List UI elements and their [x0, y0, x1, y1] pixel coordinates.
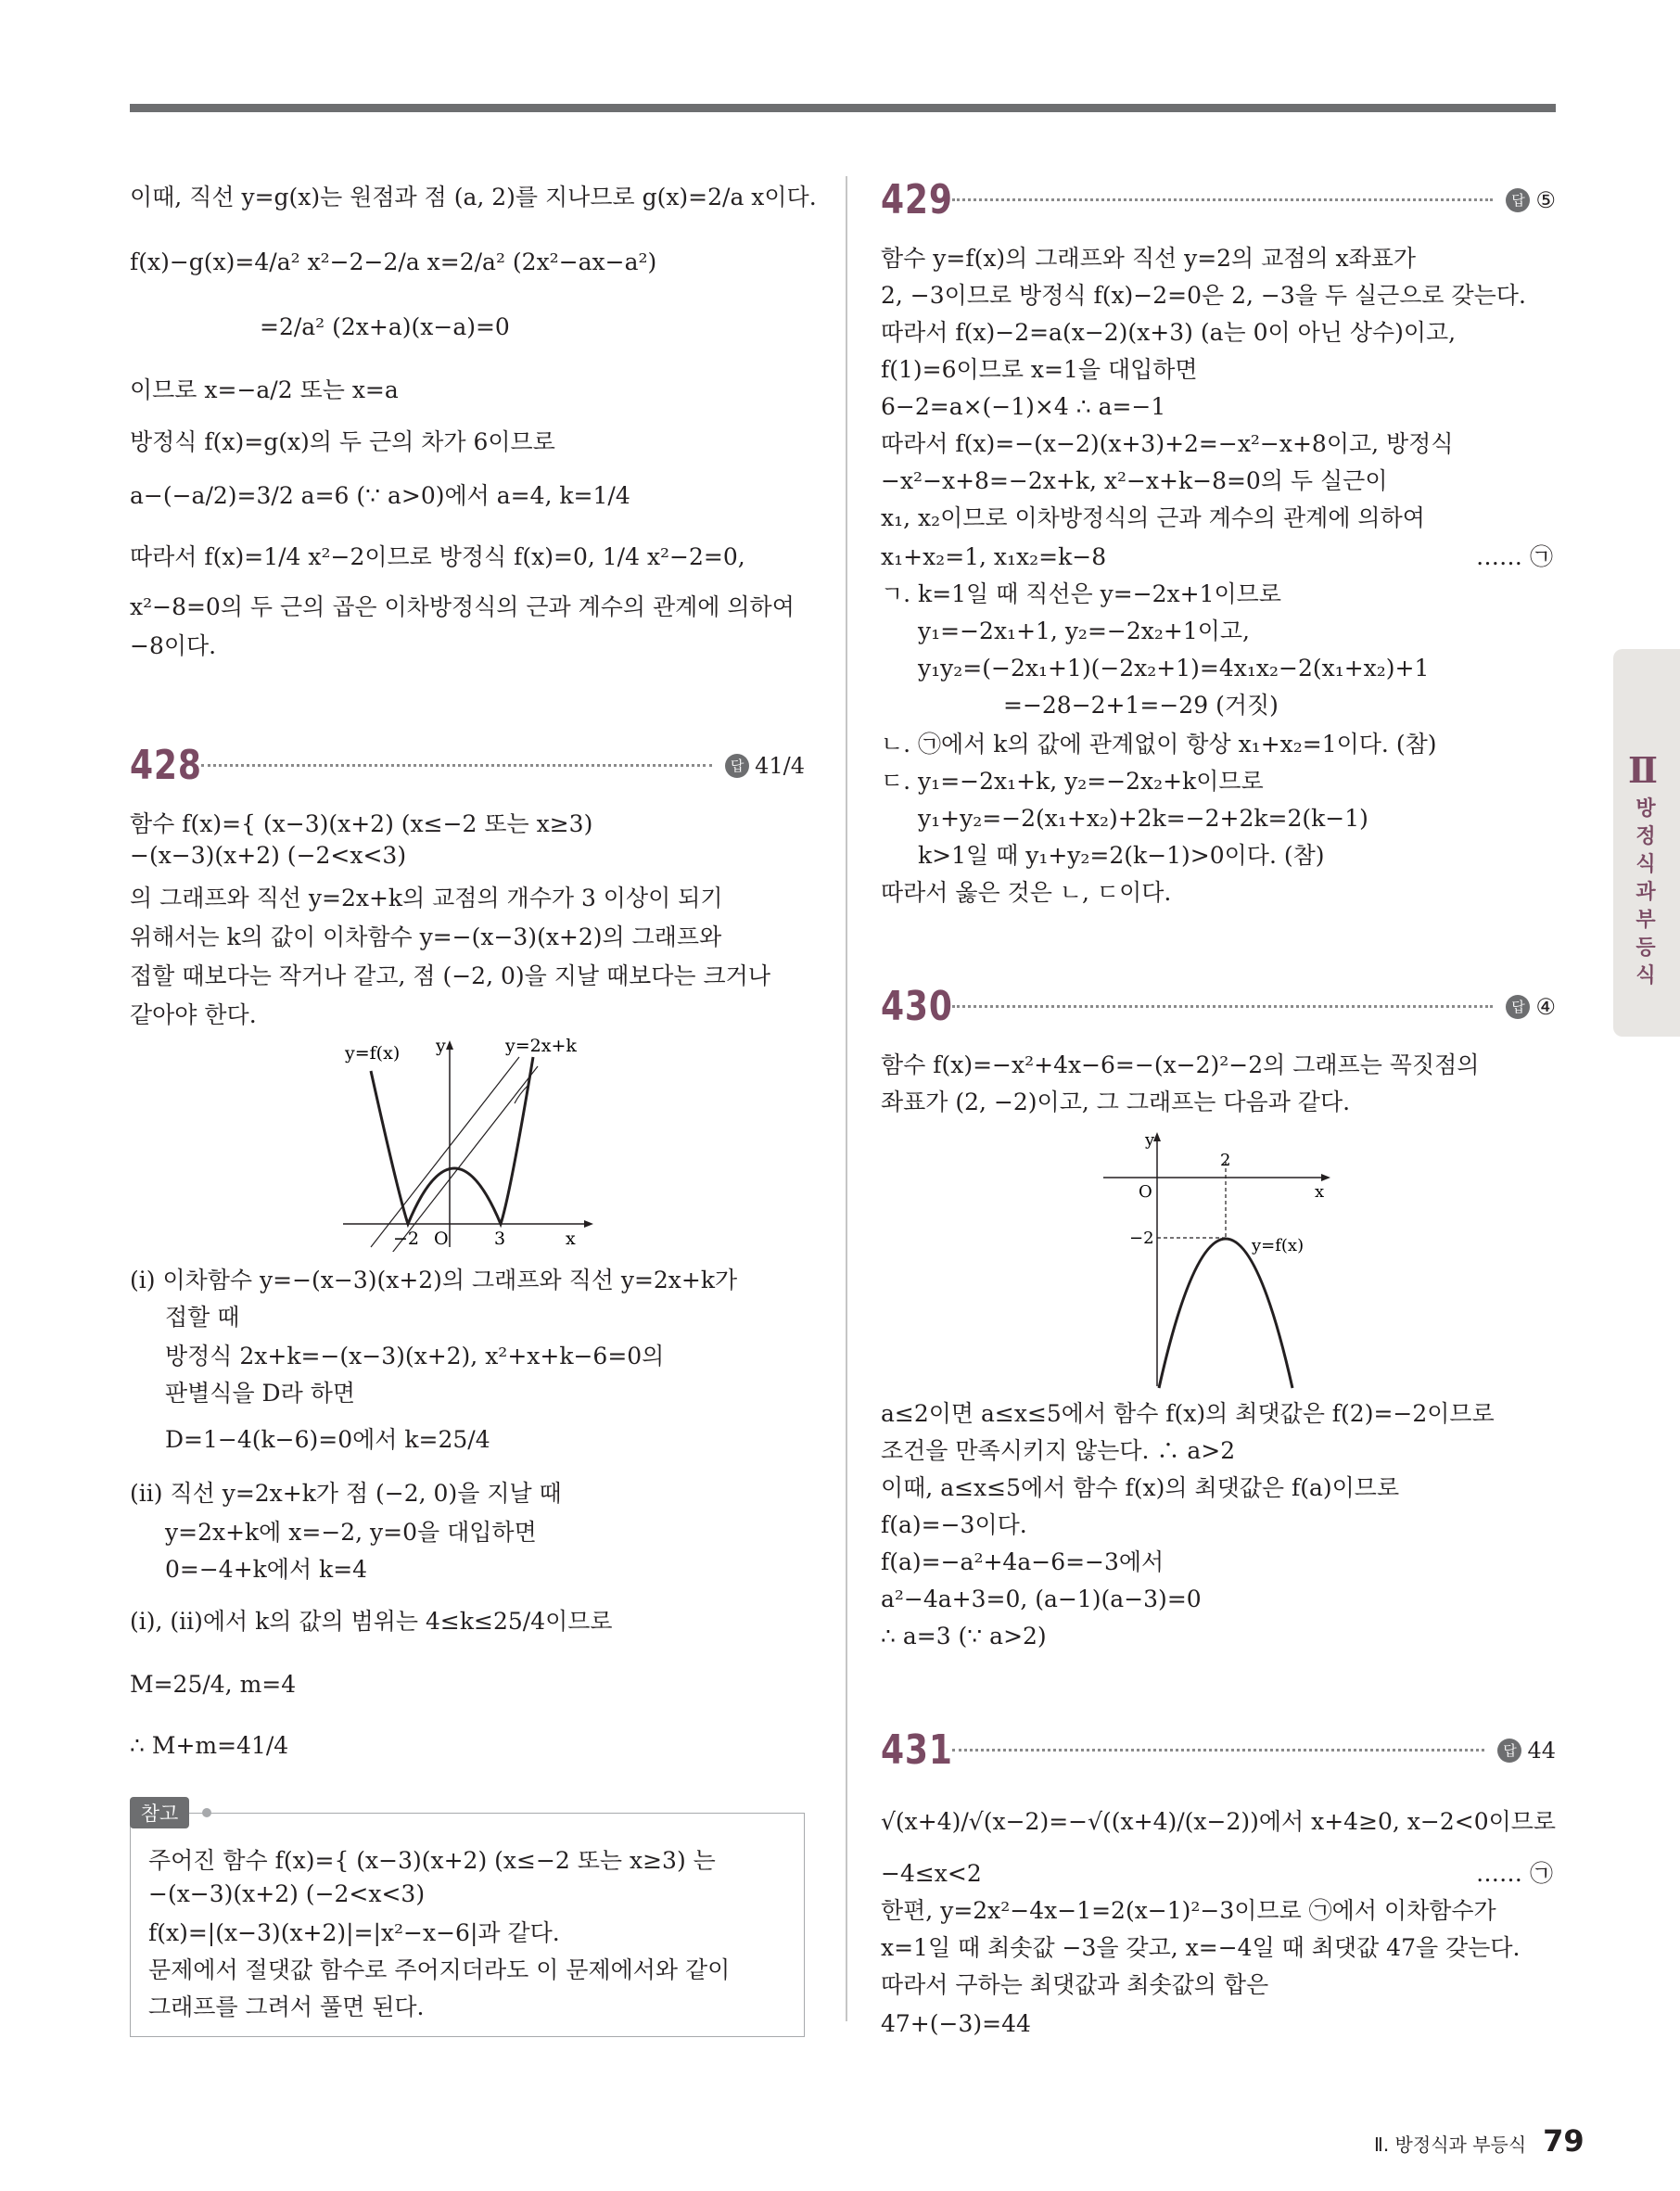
- text-line: 좌표가 (2, −2)이고, 그 그래프는 다음과 같다.: [881, 1089, 1351, 1115]
- page-number: 79: [1543, 2123, 1585, 2159]
- tick-2: 2: [1220, 1151, 1231, 1170]
- x-axis-arrow-icon: [1321, 1174, 1330, 1181]
- text-line: ㄱ. k=1일 때 직선은 y=−2x+1이므로: [881, 580, 1281, 607]
- note-line: 그래프를 그려서 풀면 된다.: [148, 1994, 425, 2020]
- text-line: M=25/4, m=4: [130, 1671, 297, 1698]
- note-line: 문제에서 절댓값 함수로 주어지더라도 이 문제에서와 같이: [148, 1956, 731, 1983]
- text-line: 방정식 2x+k=−(x−3)(x+2), x²+x+k−6=0의: [165, 1343, 665, 1369]
- note-line: f(x)=|(x−3)(x+2)|=|x²−x−6|과 같다.: [148, 1919, 560, 1946]
- tick-neg2: −2: [393, 1229, 420, 1249]
- leader-dots: [952, 1749, 1485, 1752]
- text-line: x₁, x₂이므로 이차방정식의 근과 계수의 관계에 의하여: [881, 504, 1425, 531]
- answer-badge-icon: 답: [1506, 995, 1530, 1019]
- problem-number: 430: [881, 983, 953, 1030]
- text-line: 판별식을 D라 하면: [165, 1380, 355, 1407]
- column-divider: [846, 176, 847, 2021]
- text-line: y₁=−2x₁+1, y₂=−2x₂+1이고,: [918, 618, 1250, 644]
- answer-badge-icon: 답: [1497, 1739, 1521, 1763]
- label-y-axis: y: [436, 1036, 446, 1056]
- problem-428-header: [130, 742, 805, 789]
- text-line: 함수 y=f(x)의 그래프와 직선 y=2의 교점의 x좌표가: [881, 245, 1417, 272]
- label-f: y=f(x): [345, 1043, 401, 1064]
- text-line: 이때, 직선 y=g(x)는 원점과 점 (a, 2)를 지나므로 g(x)=2/a x이다.: [130, 184, 817, 210]
- text-line: a²−4a+3=0, (a−1)(a−3)=0: [881, 1586, 1202, 1612]
- answer: [1497, 1738, 1556, 1764]
- text-line: f(x)−g(x)=4/a² x²−2−2/a x=2/a² (2x²−ax−a²): [130, 248, 657, 275]
- answer-value: 41/4: [755, 752, 805, 779]
- text-line: x²−8=0의 두 근의 곱은 이차방정식의 근과 계수의 관계에 의하여: [130, 593, 795, 620]
- text-line: f(a)=−a²+4a−6=−3에서: [881, 1548, 1165, 1575]
- chapter-side-tab: [1613, 649, 1680, 1037]
- page-footer: [1374, 2123, 1585, 2159]
- text-line: 위해서는 k의 값이 이차함수 y=−(x−3)(x+2)의 그래프와: [130, 924, 722, 950]
- text-line: =−28−2+1=−29 (거짓): [1003, 692, 1279, 719]
- text-line: (ⅱ) 직선 y=2x+k가 점 (−2, 0)을 지날 때: [130, 1480, 562, 1507]
- text-line: x₁+x₂=1, x₁x₂=k−8: [881, 543, 1107, 570]
- y-axis-arrow-icon: [446, 1040, 453, 1050]
- text-line: 따라서 옳은 것은 ㄴ, ㄷ이다.: [881, 879, 1172, 906]
- answer: [725, 753, 805, 779]
- text-line: ㄴ. ㉠에서 k의 값에 관계없이 항상 x₁+x₂=1이다. (참): [881, 731, 1437, 758]
- answer: [1506, 187, 1556, 213]
- label-origin: O: [434, 1229, 449, 1249]
- label-line: y=2x+k: [505, 1036, 577, 1056]
- problem-number: 428: [130, 742, 202, 789]
- text-line: 함수 f(x)=−x²+4x−6=−(x−2)²−2의 그래프는 꼭짓점의: [881, 1051, 1480, 1078]
- text-line: a≤2이면 a≤x≤5에서 함수 f(x)의 최댓값은 f(2)=−2이므로: [881, 1400, 1495, 1427]
- text-line: −4≤x<2: [881, 1860, 982, 1887]
- chapter-roman-numeral: Ⅱ: [1628, 749, 1659, 791]
- text-line: ∴ M+m=41/4: [130, 1732, 289, 1759]
- tick-3: 3: [494, 1229, 506, 1249]
- text-line: (ⅰ) 이차함수 y=−(x−3)(x+2)의 그래프와 직선 y=2x+k가: [130, 1267, 738, 1293]
- text-line: 47+(−3)=44: [881, 2010, 1031, 2037]
- text-line: −8이다.: [130, 632, 217, 659]
- leader-dots: [952, 198, 1494, 201]
- text-line: −(x−3)(x+2) (−2<x<3): [130, 842, 407, 869]
- answer-badge-icon: 답: [725, 754, 749, 778]
- text-line: 조건을 만족시키지 않는다. ∴ a>2: [881, 1437, 1236, 1464]
- answer: [1506, 994, 1556, 1020]
- text-line: 접할 때보다는 작거나 같고, 점 (−2, 0)을 지날 때보다는 크거나: [130, 962, 770, 989]
- text-line: 2, −3이므로 방정식 f(x)−2=0은 2, −3을 두 실근으로 갖는다.: [881, 282, 1526, 309]
- top-rule: [130, 104, 1556, 112]
- y-axis-arrow-icon: [1153, 1132, 1161, 1141]
- label-f: y=f(x): [1252, 1236, 1305, 1255]
- text-line: 이므로 x=−a/2 또는 x=a: [130, 376, 399, 403]
- leader-dots: [952, 1005, 1494, 1008]
- answer-badge-icon: 답: [1506, 188, 1530, 212]
- text-line: 이때, a≤x≤5에서 함수 f(x)의 최댓값은 f(a)이므로: [881, 1474, 1400, 1501]
- text-line: y₁+y₂=−2(x₁+x₂)+2k=−2+2k=2(k−1): [918, 805, 1368, 832]
- text-line: ㄷ. y₁=−2x₁+k, y₂=−2x₂+k이므로: [881, 768, 1264, 795]
- text-line: a−(−a/2)=3/2 a=6 (∵ a>0)에서 a=4, k=1/4: [130, 482, 630, 509]
- text-line: ∴ a=3 (∵ a>2): [881, 1623, 1047, 1650]
- text-line: D=1−4(k−6)=0에서 k=25/4: [165, 1426, 490, 1453]
- text-line: 따라서 f(x)−2=a(x−2)(x+3) (a는 0이 아닌 상수)이고,: [881, 319, 1457, 346]
- leader-dots: [201, 764, 712, 767]
- curve-f: [371, 1057, 533, 1224]
- text-line: 한편, y=2x²−4x−1=2(x−1)²−3이므로 ㉠에서 이차함수가: [881, 1897, 1496, 1924]
- text-line: 같아야 한다.: [130, 1001, 257, 1028]
- text-line: 따라서 f(x)=1/4 x²−2이므로 방정식 f(x)=0, 1/4 x²−2=0,: [130, 543, 745, 570]
- answer-value: ⑤: [1535, 186, 1556, 213]
- footer-section: Ⅱ. 방정식과 부등식: [1374, 2134, 1527, 2156]
- problem-430-header: [881, 983, 1556, 1030]
- text-line: 0=−4+k에서 k=4: [165, 1556, 368, 1583]
- text-line: y=2x+k에 x=−2, y=0을 대입하면: [165, 1519, 537, 1546]
- text-line: f(1)=6이므로 x=1을 대입하면: [881, 356, 1198, 383]
- text-line: √(x+4)/√(x−2)=−√((x+4)/(x−2))에서 x+4≥0, x−2<0이므로: [881, 1808, 1557, 1835]
- text-line: x=1일 때 최솟값 −3을 갖고, x=−4일 때 최댓값 47을 갖는다.: [881, 1934, 1521, 1961]
- text-line: =2/a² (2x+a)(x−a)=0: [260, 313, 510, 340]
- problem-number: 431: [881, 1726, 953, 1774]
- equation-mark: …… ㉠: [1476, 1860, 1553, 1887]
- graph-430: [1094, 1127, 1344, 1395]
- text-line: 따라서 구하는 최댓값과 최솟값의 합은: [881, 1971, 1269, 1998]
- label-x-axis: x: [566, 1229, 576, 1249]
- equation-mark: …… ㉠: [1476, 543, 1553, 570]
- text-line: (ⅰ), (ⅱ)에서 k의 값의 범위는 4≤k≤25/4이므로: [130, 1608, 613, 1635]
- text-line: k>1일 때 y₁+y₂=2(k−1)>0이다. (참): [918, 842, 1325, 869]
- problem-431-header: [881, 1726, 1556, 1774]
- tick-neg2: −2: [1129, 1229, 1154, 1248]
- x-axis-arrow-icon: [584, 1220, 593, 1228]
- label-x-axis: x: [1315, 1182, 1325, 1202]
- note-line: 주어진 함수 f(x)={ (x−3)(x+2) (x≤−2 또는 x≥3) 는: [148, 1847, 716, 1874]
- problem-number: 429: [881, 176, 953, 223]
- answer-value: ④: [1535, 993, 1556, 1020]
- text-line: 방정식 f(x)=g(x)의 두 근의 차가 6이므로: [130, 428, 555, 455]
- graph-428: [334, 1029, 612, 1252]
- note-dot-icon: [202, 1808, 211, 1817]
- text-line: f(a)=−3이다.: [881, 1511, 1027, 1538]
- label-origin: O: [1139, 1182, 1152, 1202]
- problem-429-header: [881, 176, 1556, 223]
- text-line: 의 그래프와 직선 y=2x+k의 교점의 개수가 3 이상이 되기: [130, 885, 723, 911]
- chapter-title-vertical: 방정식과부등식: [1635, 797, 1656, 987]
- text-line: 6−2=a×(−1)×4 ∴ a=−1: [881, 393, 1166, 420]
- label-y-axis: y: [1145, 1130, 1155, 1150]
- note-tag: 참고: [130, 1797, 189, 1828]
- note-line: −(x−3)(x+2) (−2<x<3): [148, 1880, 426, 1907]
- text-line: 함수 f(x)={ (x−3)(x+2) (x≤−2 또는 x≥3): [130, 810, 593, 837]
- text-line: 따라서 f(x)=−(x−2)(x+3)+2=−x²−x+8이고, 방정식: [881, 430, 1454, 457]
- answer-value: 44: [1527, 1737, 1556, 1764]
- curve-f: [1159, 1239, 1292, 1388]
- text-line: −x²−x+8=−2x+k, x²−x+k−8=0의 두 실근이: [881, 467, 1388, 494]
- text-line: 접할 때: [165, 1304, 240, 1331]
- text-line: y₁y₂=(−2x₁+1)(−2x₂+1)=4x₁x₂−2(x₁+x₂)+1: [918, 655, 1430, 682]
